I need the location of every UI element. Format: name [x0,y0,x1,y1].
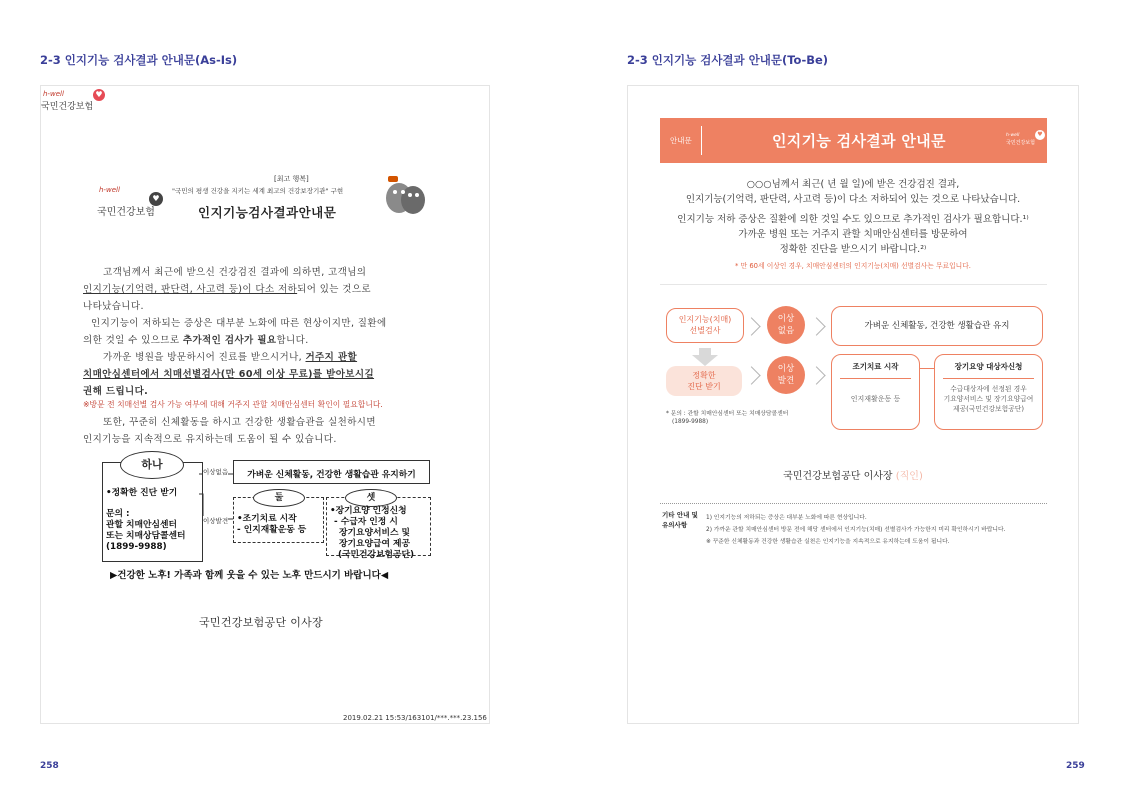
set-line3: 장기요양서비스 및 [339,528,411,538]
no-abnormal-label: 이상없음 [203,468,229,476]
abnormal-circle [767,356,805,394]
right-section-title: 2-3 인지기능 검사결과 안내문(To-Be) [627,53,829,67]
right-page-number: 259 [1066,761,1085,771]
hana-line5: (1899-9988) [106,542,167,552]
banner-tag: 안내문 [670,136,692,145]
slogan-line1: [최고 행복] [274,175,309,183]
banner-divider [701,126,702,155]
banner-logo-hwell: h-well [1006,133,1020,138]
body-p1-l2 [83,281,371,295]
set-line5: (국민건강보험공단) [338,550,415,560]
no-abnormal-box [233,460,430,484]
ltc-l3: 제공(국민건강보험공단) [953,405,1024,413]
normal-circle [767,306,805,344]
body-p3-l1a: 가까운 병원을 방문하시어 진료를 받으시거나, [103,352,306,363]
body-p2-l2-bold: 추가적인 검사가 필요 [182,335,277,346]
header-logo-heart-icon: ♥ [149,192,163,206]
set-line1: •장기요양 인정신청 [330,506,407,516]
footer-note-1: 1) 인지기능의 저하되는 증상은 대부분 노화에 따른 현상입니다. [706,515,867,521]
r-body-l4: 가까운 병원 또는 거주지 관할 치매안심센터를 방문하여 [738,229,968,240]
body-p2-l2c: 합니다. [276,335,309,346]
diagnosis-l2: 진단 받기 [687,382,721,391]
divider-1 [660,284,1047,285]
ltc-box [934,354,1043,430]
hana-line1: •정확한 진단 받기 [106,488,178,498]
body-p2-l2 [83,332,309,346]
print-stamp: 2019.02.21 15:53/163101/***.***.23.156 [343,714,487,722]
chevron-right-icon [742,317,760,335]
r-body-l2: 인지기능(기억력, 판단력, 사고력 등)이 다소 저하되어 있는 것으로 나타났습니다. [685,194,1021,205]
corner-logo-heart-icon: ♥ [93,89,105,101]
corner-logo-hwell: h-well [43,90,64,98]
banner-logo-name: 국민건강보험 [1006,140,1035,146]
body-p1-l3: 나타났습니다. [83,301,144,312]
body-p3-l3: 권해 드립니다. [83,386,149,397]
inquiry-l1: * 문의 : 관할 치매안심센터 또는 치매상담콜센터 [666,411,789,417]
chevron-right-icon [807,317,825,335]
body-p4-l2: 인지기능을 지속적으로 유지하는데 도움이 될 수 있습니다. [83,434,337,445]
body-p1-l2-rest: 되어 있는 것으로 [297,284,372,295]
body-p3-l1 [103,349,357,363]
footer-label-l2: 유의사항 [662,521,688,529]
early-treatment-box [831,354,920,430]
document-title: 인지기능검사결과안내문 [198,205,337,220]
ltc-l2: 기요양서비스 및 장기요양급여 [943,395,1034,403]
screening-pill [666,308,744,343]
body-p1-l2-underlined: 인지기능(기억력, 판단력, 사고력 등)이 다소 저하 [83,284,298,295]
body-p2-l1: 인지기능이 저하되는 증상은 대부분 노화에 따른 현상이지만, 질환에 [91,318,387,329]
footer-note-2: 2) 가까운 관할 치매안심센터 방문 전에 해당 센터에서 인지기능(치매) 선별검사가 가능한지 미리 확인하시기 바랍니다. [706,527,1006,533]
title-banner [660,118,1047,163]
normal-result-text: 가벼운 신체활동, 건강한 생활습관 유지 [864,321,1010,331]
normal-l1: 이상 [777,314,795,324]
closing-line: ▶건강한 노후! 가족과 함께 웃을 수 있는 노후 만드시기 바랍니다◀ [110,570,389,581]
flow-oval-dul: 둘 [253,489,305,507]
r-body-l1: ○○○님께서 최근( 년 월 일)에 받은 건강검진 결과, [746,179,960,190]
banner-title: 인지기능 검사결과 안내문 [772,132,946,150]
ltc-l1: 수급대상자에 선정된 경우 [950,385,1027,393]
r-note: * 만 60세 이상인 경우, 치매안심센터의 인지기능(치매) 선별검사는 무료입니다. [735,262,971,270]
screening-l1: 인지기능(치매) [678,315,732,324]
left-section-title: 2-3 인지기능 검사결과 안내문(As-Is) [40,53,238,67]
body-p2-l2a: 의한 것일 수 있으므로 [83,335,183,346]
screening-l2: 선별검사 [689,326,721,335]
right-signature: 국민건강보험공단 이사장 [783,471,893,482]
body-p3-l1-bold: 거주지 관할 [305,352,358,363]
left-signature: 국민건강보험공단 이사장 [199,616,323,629]
as-is-document [40,85,490,724]
body-p1-l1: 고객님께서 최근에 받으신 건강검진 결과에 의하면, 고객님의 [103,267,367,278]
set-line4: 장기요양급여 제공 [339,539,411,549]
hana-line3: 관할 치매안심센터 [106,520,178,530]
mascot-icon [382,174,428,218]
normal-result-pill [831,306,1043,346]
normal-l2: 없음 [777,326,795,336]
body-p3-l2: 치매안심센터에서 치매선별검사(만 60세 이상 무료)를 받아보시길 [83,369,375,380]
diagnosis-pill [666,366,742,396]
hana-line4: 또는 치매상담콜센터 [106,531,186,541]
red-note: ※방문 전 치매선별 검사 가능 여부에 대해 거주지 관할 치매안심센터 확인이 필요합니다. [83,400,383,409]
to-be-document [627,85,1079,724]
abnormal-label: 이상발견 [203,517,229,525]
abnormal-l2: 발견 [777,376,795,386]
banner-heart-icon: ♥ [1035,130,1045,140]
body-p4-l1: 또한, 꾸준히 신체활동을 하시고 건강한 생활습관을 실천하시면 [103,417,376,428]
early-title: 조기치료 시작 [852,362,899,371]
down-arrow-icon [692,348,718,366]
footer-label-l1: 기타 안내 및 [662,511,698,519]
dul-line2: - 인지재활운동 등 [237,525,307,535]
chevron-right-icon [742,366,760,384]
no-abnormal-text: 가벼운 신체활동, 건강한 생활습관 유지하기 [247,470,416,480]
hana-line2: 문의 : [106,509,130,519]
ltc-title: 장기요양 대상자신청 [954,362,1023,371]
chevron-right-icon [807,366,825,384]
diagnosis-l1: 정확한 [692,371,716,380]
left-page-number: 258 [40,761,59,771]
inquiry-l2: (1899-9988) [672,419,709,425]
signature-seal: (직인) [895,471,923,482]
early-text: 인지재활운동 등 [850,395,901,403]
set-line2: - 수급자 인정 시 [334,517,398,527]
abnormal-l1: 이상 [777,364,795,374]
divider-2 [660,503,1047,504]
dul-line1: •조기치료 시작 [237,514,297,524]
footer-note-3: ※ 꾸준한 신체활동과 건강한 생활습관 실천은 인지기능을 지속적으로 유지하는데 도움이 됩니다. [706,539,950,545]
r-body-l5: 정확한 진단을 받으시기 바랍니다.²⁾ [779,244,927,255]
header-logo-name: 국민건강보험 [97,207,155,218]
corner-logo-name: 국민건강보험 [41,102,94,112]
header-logo-hwell: h-well [99,186,120,194]
r-body-l3: 인지기능 저하 증상은 질환에 의한 것일 수도 있으므로 추가적인 검사가 필요합니다.¹⁾ [677,214,1029,225]
flow-oval-hana: 하나 [120,451,184,479]
slogan-line2: "국민의 평생 건강을 지키는 세계 최고의 건강보장기관" 구현 [172,187,344,195]
early-to-ltc-line [919,368,934,369]
right-signature-line [628,467,1078,482]
flow-oval-set: 셋 [345,489,397,507]
